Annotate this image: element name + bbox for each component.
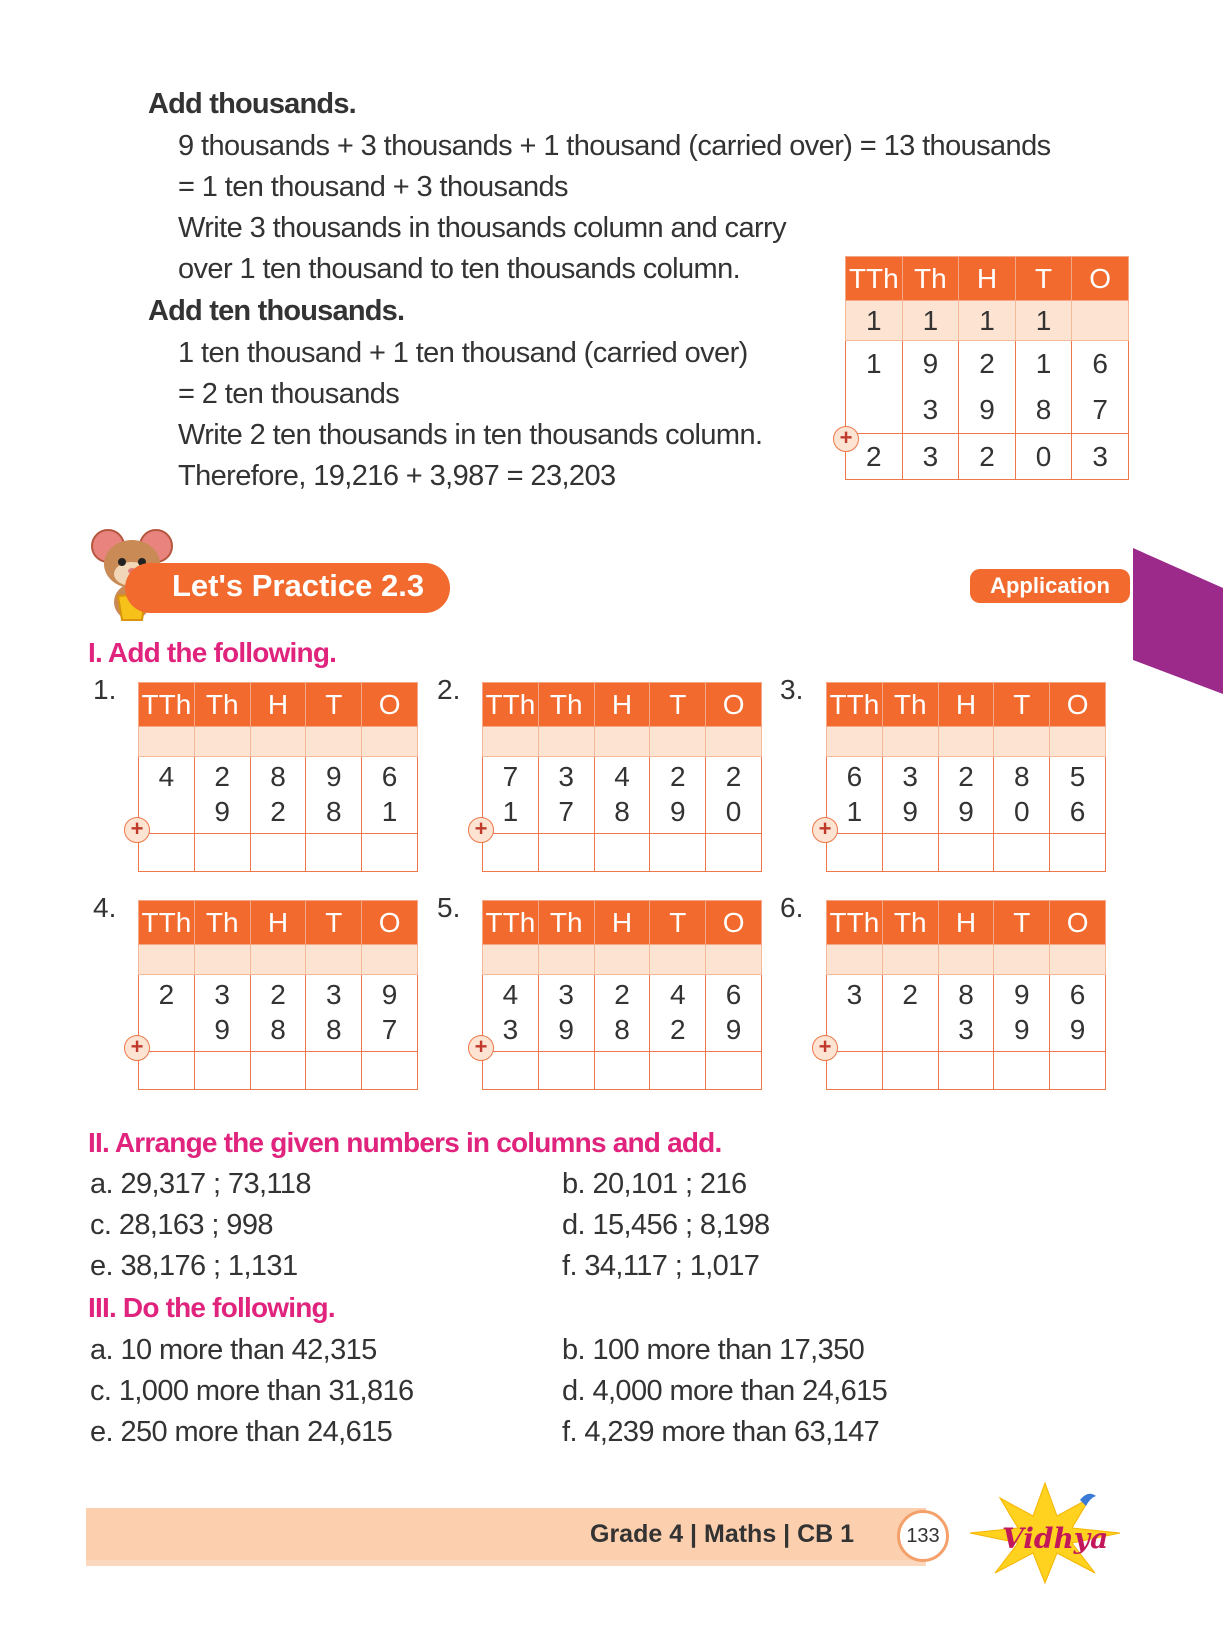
section2-item: a. 29,317 ; 73,118: [90, 1168, 311, 1200]
section2-item: d. 15,456 ; 8,198: [562, 1209, 770, 1241]
problem-number: 4.: [93, 892, 117, 923]
add-thousands-heading: Add thousands.: [148, 88, 356, 120]
header-cell: O: [706, 683, 762, 727]
carry-cell[interactable]: [483, 945, 539, 975]
section3-item: e. 250 more than 24,615: [90, 1416, 393, 1448]
application-badge: Application: [970, 569, 1130, 603]
problem-table: [138, 900, 418, 1090]
result-cell: 2: [846, 434, 903, 480]
explanation-line: Write 2 ten thousands in ten thousands column.: [178, 419, 763, 451]
problem-table: [138, 682, 418, 872]
header-cell: T: [306, 901, 362, 945]
answer-cell[interactable]: [938, 1052, 994, 1090]
problem-number: 1.: [93, 674, 117, 705]
header-cell: H: [959, 257, 1016, 301]
addend-cell: 9 7: [362, 975, 418, 1052]
answer-cell[interactable]: [483, 834, 539, 872]
explanation-line: Therefore, 19,216 + 3,987 = 23,203: [178, 460, 616, 492]
answer-cell[interactable]: [594, 834, 650, 872]
carry-cell: 1: [846, 301, 903, 341]
answer-cell[interactable]: [250, 1052, 306, 1090]
plus-icon: +: [812, 817, 838, 843]
carry-cell[interactable]: [139, 945, 195, 975]
header-cell: Th: [194, 901, 250, 945]
addend-cell: 6 1: [362, 757, 418, 834]
addend-cell: 9 3: [902, 341, 959, 434]
add-ten-thousands-heading: Add ten thousands.: [148, 295, 405, 327]
page-number: 133: [897, 1510, 949, 1562]
carry-cell[interactable]: [994, 727, 1050, 757]
section3-title: III. Do the following.: [88, 1292, 335, 1323]
carry-cell[interactable]: [362, 727, 418, 757]
problem-number: 2.: [437, 674, 461, 705]
section3-item: a. 10 more than 42,315: [90, 1334, 377, 1366]
answer-cell[interactable]: [194, 834, 250, 872]
header-cell: T: [994, 683, 1050, 727]
header-cell: TTh: [483, 901, 539, 945]
answer-cell[interactable]: [994, 1052, 1050, 1090]
answer-cell[interactable]: [994, 834, 1050, 872]
answer-cell[interactable]: [362, 1052, 418, 1090]
carry-cell[interactable]: [362, 945, 418, 975]
header-cell: TTh: [483, 683, 539, 727]
plus-icon: +: [468, 1035, 494, 1061]
carry-cell[interactable]: [1050, 945, 1106, 975]
header-cell: H: [250, 683, 306, 727]
explanation-line: over 1 ten thousand to ten thousands column.: [178, 253, 741, 285]
header-cell: TTh: [139, 683, 195, 727]
header-cell: H: [594, 683, 650, 727]
carry-cell[interactable]: [938, 945, 994, 975]
plus-icon: +: [833, 426, 859, 452]
section1-title: I. Add the following.: [88, 637, 337, 668]
carry-cell[interactable]: [250, 945, 306, 975]
addend-cell: 8 0: [994, 757, 1050, 834]
header-cell: H: [250, 901, 306, 945]
answer-cell[interactable]: [306, 834, 362, 872]
carry-cell: 1: [1015, 301, 1072, 341]
practice-title: Let's Practice 2.3: [172, 568, 425, 603]
svg-text:Vidhya: Vidhya: [1002, 1522, 1109, 1555]
example-place-value-table: [845, 256, 1129, 480]
header-cell: O: [362, 901, 418, 945]
answer-cell[interactable]: [1050, 834, 1106, 872]
explanation-line: 9 thousands + 3 thousands + 1 thousand (carried over) = 13 thousands: [178, 130, 1051, 162]
addend-cell: 2 9: [650, 757, 706, 834]
header-cell: T: [306, 683, 362, 727]
answer-cell[interactable]: [250, 834, 306, 872]
header-cell: O: [1050, 901, 1106, 945]
carry-cell[interactable]: [650, 727, 706, 757]
answer-cell[interactable]: [706, 1052, 762, 1090]
header-cell: TTh: [846, 257, 903, 301]
carry-cell[interactable]: [827, 727, 883, 757]
carry-cell[interactable]: [538, 945, 594, 975]
problem-table: [826, 682, 1106, 872]
answer-cell[interactable]: [650, 1052, 706, 1090]
addend-cell: 2 8: [250, 975, 306, 1052]
header-cell: H: [594, 901, 650, 945]
answer-cell[interactable]: [938, 834, 994, 872]
answer-cell[interactable]: [882, 834, 938, 872]
header-cell: Th: [538, 683, 594, 727]
carry-cell[interactable]: [306, 945, 362, 975]
addend-cell: 2 0: [706, 757, 762, 834]
footer-underline: [86, 1560, 926, 1566]
header-cell: TTh: [139, 901, 195, 945]
addend-cell: 2 9: [194, 757, 250, 834]
answer-cell[interactable]: [139, 834, 195, 872]
answer-cell[interactable]: [650, 834, 706, 872]
addend-cell: 8 2: [250, 757, 306, 834]
addend-cell: 3 7: [538, 757, 594, 834]
plus-icon: +: [812, 1035, 838, 1061]
result-cell: 3: [902, 434, 959, 480]
carry-cell: 1: [902, 301, 959, 341]
addend-cell: 4 2: [650, 975, 706, 1052]
answer-cell[interactable]: [594, 1052, 650, 1090]
header-cell: Th: [882, 683, 938, 727]
addend-cell: 6 9: [706, 975, 762, 1052]
addend-cell: 1: [846, 341, 903, 434]
answer-cell[interactable]: [306, 1052, 362, 1090]
addend-cell: 8 3: [938, 975, 994, 1052]
result-cell: 2: [959, 434, 1016, 480]
header-cell: T: [650, 901, 706, 945]
plus-icon: +: [468, 817, 494, 843]
section3-item: f. 4,239 more than 63,147: [562, 1416, 880, 1448]
plus-icon: +: [124, 817, 150, 843]
addend-cell: 2 9: [938, 757, 994, 834]
answer-cell[interactable]: [538, 1052, 594, 1090]
section2-item: c. 28,163 ; 998: [90, 1209, 273, 1241]
section2-item: f. 34,117 ; 1,017: [562, 1250, 760, 1282]
addend-cell: 6 7: [1072, 341, 1129, 434]
carry-cell: [1072, 301, 1129, 341]
section2-title: II. Arrange the given numbers in columns and add.: [88, 1127, 722, 1158]
addend-cell: 6 1: [827, 757, 883, 834]
answer-cell[interactable]: [827, 1052, 883, 1090]
vidhya-logo: [960, 1478, 1130, 1588]
header-cell: H: [938, 683, 994, 727]
carry-cell[interactable]: [139, 727, 195, 757]
answer-cell[interactable]: [483, 1052, 539, 1090]
addend-cell: 7 1: [483, 757, 539, 834]
carry-cell[interactable]: [594, 727, 650, 757]
explanation-line: = 1 ten thousand + 3 thousands: [178, 171, 568, 203]
problem-number: 5.: [437, 892, 461, 923]
addend-cell: 3 8: [306, 975, 362, 1052]
carry-cell[interactable]: [594, 945, 650, 975]
carry-cell[interactable]: [650, 945, 706, 975]
section3-item: d. 4,000 more than 24,615: [562, 1375, 888, 1407]
addend-cell: 9 9: [994, 975, 1050, 1052]
carry-cell[interactable]: [194, 727, 250, 757]
problem-table: [482, 900, 762, 1090]
addend-cell: 3 9: [538, 975, 594, 1052]
problem-number: 6.: [780, 892, 804, 923]
footer-text: Grade 4 | Maths | CB 1: [590, 1520, 855, 1548]
problem-table: [826, 900, 1106, 1090]
problem-table: [482, 682, 762, 872]
addend-cell: 4: [139, 757, 195, 834]
addend-cell: 4 3: [483, 975, 539, 1052]
carry-cell[interactable]: [938, 727, 994, 757]
carry-cell[interactable]: [1050, 727, 1106, 757]
addend-cell: 6 9: [1050, 975, 1106, 1052]
header-cell: O: [362, 683, 418, 727]
header-cell: T: [650, 683, 706, 727]
result-cell: 3: [1072, 434, 1129, 480]
addend-cell: 2 8: [594, 975, 650, 1052]
carry-cell[interactable]: [882, 945, 938, 975]
problem-number: 3.: [780, 674, 804, 705]
explanation-line: 1 ten thousand + 1 ten thousand (carried over): [178, 337, 748, 369]
answer-cell[interactable]: [706, 834, 762, 872]
carry-cell[interactable]: [250, 727, 306, 757]
addend-cell: 3: [827, 975, 883, 1052]
plus-icon: +: [124, 1035, 150, 1061]
carry-cell[interactable]: [306, 727, 362, 757]
addend-cell: 3 9: [882, 757, 938, 834]
answer-cell[interactable]: [139, 1052, 195, 1090]
header-cell: H: [938, 901, 994, 945]
header-cell: O: [1072, 257, 1129, 301]
addend-cell: 3 9: [194, 975, 250, 1052]
header-cell: T: [1015, 257, 1072, 301]
header-cell: Th: [882, 901, 938, 945]
section3-item: b. 100 more than 17,350: [562, 1334, 865, 1366]
result-cell: 0: [1015, 434, 1072, 480]
carry-cell[interactable]: [706, 727, 762, 757]
carry-cell[interactable]: [194, 945, 250, 975]
purple-side-tab: [1133, 548, 1223, 694]
section2-item: b. 20,101 ; 216: [562, 1168, 747, 1200]
carry-cell[interactable]: [706, 945, 762, 975]
carry-cell[interactable]: [827, 945, 883, 975]
answer-cell[interactable]: [194, 1052, 250, 1090]
carry-cell[interactable]: [882, 727, 938, 757]
header-cell: Th: [194, 683, 250, 727]
addend-cell: 4 8: [594, 757, 650, 834]
explanation-line: = 2 ten thousands: [178, 378, 400, 410]
addend-cell: 2: [882, 975, 938, 1052]
carry-cell[interactable]: [994, 945, 1050, 975]
header-cell: Th: [902, 257, 959, 301]
header-cell: T: [994, 901, 1050, 945]
header-cell: Th: [538, 901, 594, 945]
header-cell: O: [1050, 683, 1106, 727]
answer-cell[interactable]: [362, 834, 418, 872]
answer-cell[interactable]: [1050, 1052, 1106, 1090]
answer-cell[interactable]: [827, 834, 883, 872]
carry-cell[interactable]: [483, 727, 539, 757]
answer-cell[interactable]: [882, 1052, 938, 1090]
section2-item: e. 38,176 ; 1,131: [90, 1250, 298, 1282]
carry-cell[interactable]: [538, 727, 594, 757]
answer-cell[interactable]: [538, 834, 594, 872]
addend-cell: 2: [139, 975, 195, 1052]
header-cell: O: [706, 901, 762, 945]
addend-cell: 5 6: [1050, 757, 1106, 834]
addend-cell: 9 8: [306, 757, 362, 834]
carry-cell: 1: [959, 301, 1016, 341]
section3-item: c. 1,000 more than 31,816: [90, 1375, 414, 1407]
header-cell: TTh: [827, 683, 883, 727]
header-cell: TTh: [827, 901, 883, 945]
addend-cell: 1 8: [1015, 341, 1072, 434]
addend-cell: 2 9: [959, 341, 1016, 434]
explanation-line: Write 3 thousands in thousands column and carry: [178, 212, 787, 244]
